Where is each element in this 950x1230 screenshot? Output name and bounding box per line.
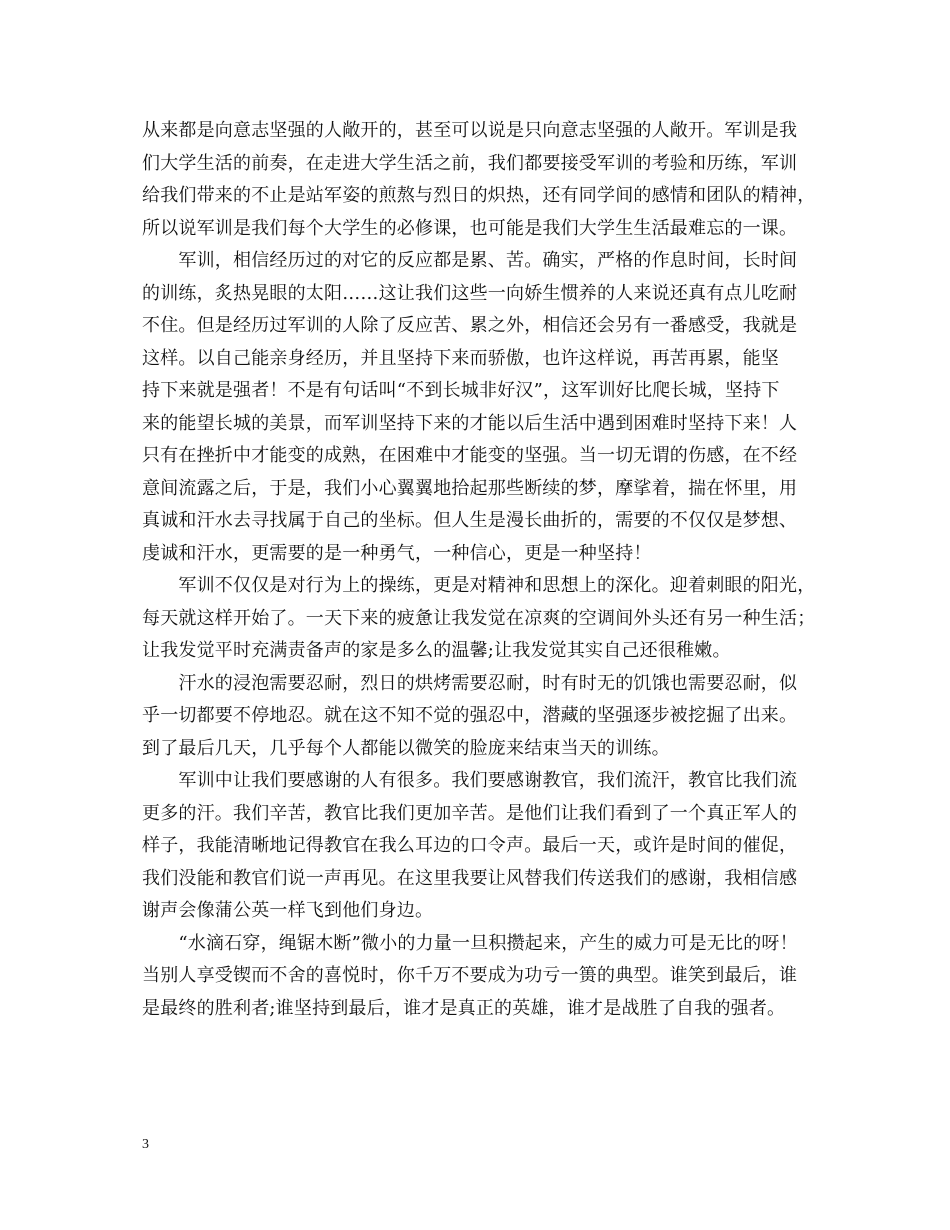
text-line: 的训练，炙热晃眼的太阳……这让我们这些一向娇生惯养的人来说还真有点儿吃耐 — [142, 282, 798, 304]
text-line: 从来都是向意志坚强的人敞开的，甚至可以说是只向意志坚强的人敞开。军训是我 — [142, 120, 798, 141]
text-line: 这样。以自己能亲身经历，并且坚持下来而骄傲，也许这样说，再苦再累，能坚 — [142, 347, 779, 369]
text-line: 军训中让我们要感谢的人有很多。我们要感谢教官，我们流汗，教官比我们流 — [142, 770, 798, 791]
text-line: 乎一切都要不停地忍。就在这不知不觉的强忍中，潜藏的坚强逐步被挖掘了出来。 — [142, 705, 798, 726]
document-body — [142, 115, 827, 1025]
text-line: 持下来就是强者！不是有句话叫“不到长城非好汉”，这军训好比爬长城，坚持下 — [142, 380, 780, 401]
text-line: 来的能望长城的美景，而军训坚持下来的才能以后生活中遇到困难时坚持下来！人 — [142, 412, 798, 434]
text-line: 我们没能和教官们说一声再见。在这里我要让风替我们传送我们的感谢，我相信感 — [142, 867, 798, 889]
text-line: 让我发觉平时充满责备声的家是多么的温馨;让我发觉其实自己还很稚嫩。 — [142, 640, 731, 661]
text-line: 们大学生活的前奏，在走进大学生活之前，我们都要接受军训的考验和历练，军训 — [142, 152, 798, 174]
text-line: 军训不仅仅是对行为上的操练，更是对精神和思想上的深化。迎着刺眼的阳光， — [142, 575, 816, 596]
text-line: 虔诚和汗水，更需要的是一种勇气，一种信心，更是一种坚持！ — [142, 542, 652, 564]
text-line: “水滴石穿，绳锯木断”微小的力量一旦积攒起来，产生的威力可是无比的呀！ — [142, 932, 798, 954]
text-line: 是最终的胜利者;谁坚持到最后，谁才是真正的英雄，谁才是战胜了自我的强者。 — [142, 997, 786, 1019]
text-line: 军训，相信经历过的对它的反应都是累、苦。确实，严格的作息时间，长时间 — [142, 250, 798, 271]
text-line: 所以说军训是我们每个大学生的必修课，也可能是我们大学生生活最难忘的一课。 — [142, 217, 798, 239]
page-number: 3 — [142, 1137, 149, 1152]
text-line: 每天就这样开始了。一天下来的疲惫让我发觉在凉爽的空调间外头还有另一种生活； — [142, 607, 816, 629]
text-line: 样子，我能清晰地记得教官在我么耳边的口令声。最后一天，或许是时间的催促， — [142, 835, 798, 856]
text-line: 汗水的浸泡需要忍耐，烈日的烘烤需要忍耐，时有时无的饥饿也需要忍耐，似 — [142, 672, 798, 694]
text-line: 到了最后几天，几乎每个人都能以微笑的脸庞来结束当天的训练。 — [142, 737, 670, 759]
text-line: 当别人享受锲而不舍的喜悦时，你千万不要成为功亏一篑的典型。谁笑到最后，谁 — [142, 965, 798, 986]
text-line: 不住。但是经历过军训的人除了反应苦、累之外，相信还会另有一番感受，我就是 — [142, 315, 798, 336]
text-line: 真诚和汗水去寻找属于自己的坐标。但人生是漫长曲折的，需要的不仅仅是梦想、 — [142, 510, 798, 531]
text-line: 给我们带来的不止是站军姿的煎熬与烈日的炽热，还有同学间的感情和团队的精神， — [142, 185, 816, 206]
text-line: 意间流露之后，于是，我们小心翼翼地拾起那些断续的梦，摩挲着，揣在怀里，用 — [142, 477, 798, 499]
text-line: 谢声会像蒲公英一样飞到他们身边。 — [142, 900, 434, 921]
text-line: 只有在挫折中才能变的成熟，在困难中才能变的坚强。当一切无谓的伤感，在不经 — [142, 445, 798, 466]
text-line: 更多的汗。我们辛苦，教官比我们更加辛苦。是他们让我们看到了一个真正军人的 — [142, 802, 798, 824]
